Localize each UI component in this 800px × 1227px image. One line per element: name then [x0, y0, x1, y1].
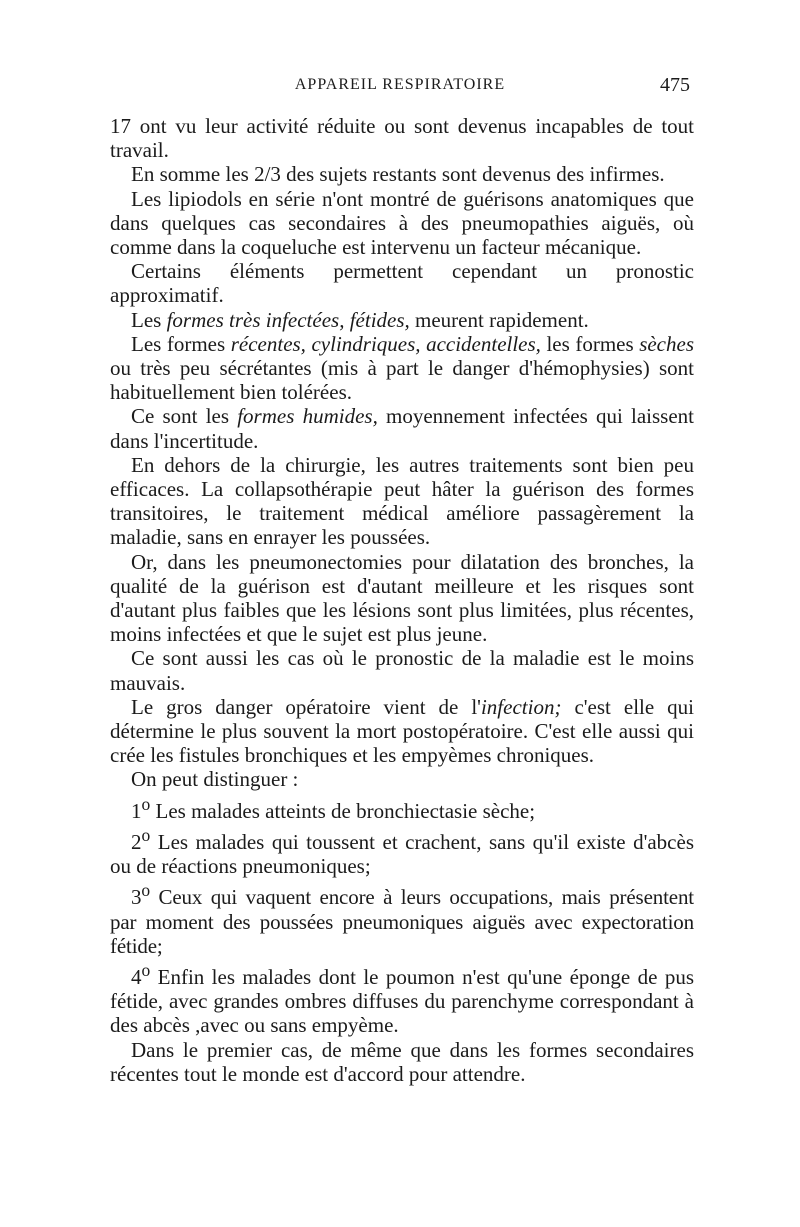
paragraph-11: Le gros danger opératoire vient de l'infection; c'est elle qui détermine le plus souvent la mort postopératoire. C'est elle aussi qui crée les fistules bronchiques et les empyèmes chroniques.	[110, 694, 695, 768]
paragraph-8: En dehors de la chirurgie, les autres traitements sont bien peu efficaces. La collapsothérapie peut hâter la guérison des formes transitoires, le traitement médical améliore passagèrement la maladie, sans en enrayer les poussées.	[110, 452, 694, 550]
list-item-2: 2$^o$ Les malades qui toussent et crachent, sans qu'il existe d'abcès ou de réactions pneumoniques;	[110, 824, 694, 879]
paragraph-1: 17 ont vu leur activité réduite ou sont devenus incapables de tout travail.	[110, 114, 694, 163]
paragraph-4: Certains éléments permettent cependant un pronostic approximatif.	[110, 259, 694, 308]
running-title: APPAREIL RESPIRATOIRE	[294, 76, 506, 93]
paragraph-10: Ce sont aussi les cas où le pronostic de la maladie est le moins mauvais.	[110, 646, 694, 695]
list-item-3: 3$^o$ Ceux qui vaquent encore à leurs occupations, mais présentent par moment des poussées pneumoniques aiguës avec expectoration fétide;	[110, 880, 694, 958]
paragraph-7: Ce sont les formes humides, moyennement infectées qui laissent dans l'incertitude.	[110, 404, 694, 453]
body-text	[110, 114, 694, 1086]
italic-phrase: sèches	[639, 331, 694, 356]
paragraph-2: En somme les 2/3 des sujets restants sont devenus des infirmes.	[131, 162, 665, 187]
paragraph-9: Or, dans les pneumonectomies pour dilatation des bronches, la qualité de la guérison est d'autant meilleure et les risques sont d'autant plus faibles que les lésions sont plus limitées, plus récentes, moins infectées et que le sujet est plus jeune.	[110, 549, 694, 647]
paragraph-13: Dans le premier cas, de même que dans les formes secondaires récentes tout le monde est d'accord pour attendre.	[110, 1037, 694, 1086]
italic-phrase: récentes, cylindriques, accidentelles,	[230, 331, 541, 356]
paragraph-3: Les lipiodols en série n'ont montré de guérisons anatomiques que dans quelques cas secondaires à des pneumopathies aiguës, où comme dans la coqueluche est intervenu un facteur mécanique.	[110, 186, 694, 260]
running-head	[110, 76, 690, 100]
italic-phrase: formes très infectées, fétides,	[166, 307, 410, 332]
paragraph-12: On peut distinguer :	[131, 767, 299, 792]
paragraph-5: Les formes très infectées, fétides, meurent rapidement.	[131, 307, 589, 332]
paragraph-6: Les formes récentes, cylindriques, accidentelles, les formes sèches ou très peu sécrétantes (mis à part le danger d'hémophysies) sont habituellement bien tolérées.	[110, 331, 694, 405]
italic-phrase: formes humides,	[237, 404, 378, 429]
page-number: 475	[660, 74, 690, 96]
italic-phrase: infection;	[480, 694, 562, 719]
list-item-1: 1$^o$ Les malades atteints de bronchiectasie sèche;	[131, 793, 536, 823]
list-item-4: 4$^o$ Enfin les malades dont le poumon n'est qu'une éponge de pus fétide, avec grandes ombres diffuses du parenchyme correspondant à des abcès ,avec ou sans empyème.	[110, 959, 694, 1038]
